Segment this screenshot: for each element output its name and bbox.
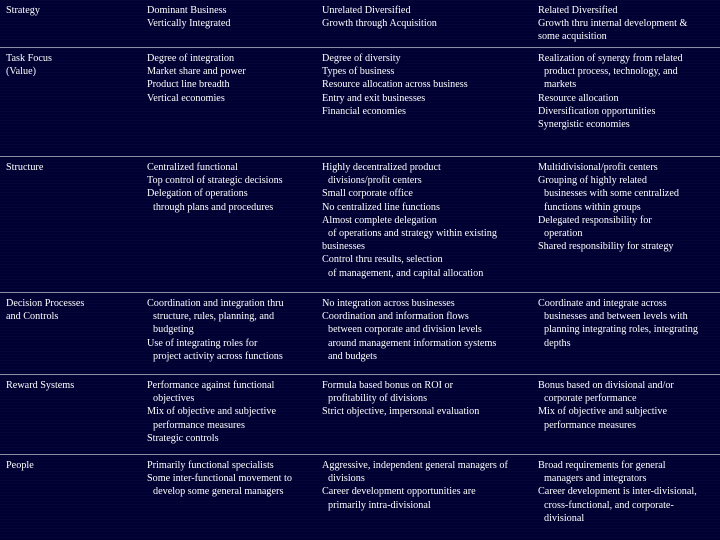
cell-text-line: Degree of integration [147, 53, 235, 64]
cell-unrelated-diversified [322, 161, 497, 280]
cell-text-line: profitability of divisions [328, 393, 428, 405]
cell-text-line: Broad requirements for general [538, 460, 666, 471]
cell-text-line: performance measures [544, 419, 636, 431]
cell-text-line: divisions [328, 473, 365, 485]
cell-related-diversified [538, 379, 674, 432]
cell-text-line: of operations and strategy within existing [328, 228, 497, 240]
cell-text-line: Degree of diversity [322, 53, 401, 64]
cell-text-line: objectives [153, 393, 195, 405]
cell-text-line: Financial economies [322, 105, 407, 117]
cell-text-line: Related Diversified [538, 5, 618, 16]
cell-text-line: Performance against functional [147, 380, 275, 391]
cell-text-line: Growth through Acquisition [322, 18, 437, 30]
cell-text-line: Small corporate office [322, 188, 413, 200]
cell-text-line: some acquisition [538, 31, 607, 43]
header-related-diversified [538, 4, 687, 44]
cell-dominant-business [147, 459, 292, 499]
cell-text-line: Shared responsibility for strategy [538, 241, 674, 253]
cell-text-line: Coordination and information flows [322, 311, 469, 323]
cell-dominant-business [147, 297, 284, 363]
cell-text-line: Task Focus [6, 53, 52, 64]
table-row-task-focus [0, 48, 720, 157]
cell-text-line: businesses [322, 241, 366, 253]
cell-text-line: markets [544, 79, 577, 91]
cell-text-line: and budgets [328, 350, 377, 362]
cell-unrelated-diversified [322, 52, 468, 118]
header-dominant-business [147, 4, 230, 30]
cell-text-line: businesses with some centralized [544, 188, 679, 200]
cell-dominant-business [147, 379, 276, 445]
cell-text-line: Mix of objective and subjective [538, 406, 668, 418]
cell-text-line: depths [544, 337, 571, 349]
row-label [6, 161, 43, 174]
cell-text-line: Dominant Business [147, 5, 227, 16]
cell-text-line: product process, technology, and [544, 66, 678, 78]
cell-text-line: Vertically Integrated [147, 18, 231, 30]
cell-text-line: Vertical economies [147, 92, 225, 104]
cell-text-line: Some inter-functional movement to [147, 473, 292, 485]
cell-text-line: Grouping of highly related [538, 175, 647, 187]
cell-dominant-business [147, 161, 283, 214]
cell-text-line: Growth thru internal development & [538, 18, 688, 30]
cell-text-line: No integration across businesses [322, 298, 455, 309]
cell-text-line: Realization of synergy from related [538, 53, 683, 64]
cell-text-line: Strict objective, impersonal evaluation [322, 406, 480, 418]
cell-text-line: businesses and between levels with [544, 311, 688, 323]
header-unrelated-diversified [322, 4, 437, 30]
cell-text-line: of management, and capital allocation [328, 267, 484, 279]
cell-text-line: Structure [6, 162, 44, 173]
cell-text-line: Market share and power [147, 66, 246, 78]
cell-text-line: Entry and exit businesses [322, 92, 426, 104]
cell-text-line: structure, rules, planning, and [153, 311, 275, 323]
cell-text-line: primarily intra-divisional [328, 499, 431, 511]
cell-text-line: functions within groups [544, 201, 641, 213]
cell-text-line: develop some general managers [153, 486, 284, 498]
cell-text-line: planning integrating roles, integrating [544, 324, 698, 336]
cell-text-line: Delegated responsibility for [538, 214, 652, 226]
cell-text-line: Centralized functional [147, 162, 238, 173]
cell-text-line: between corporate and division levels [328, 324, 482, 336]
cell-text-line: Use of integrating roles for [147, 337, 258, 349]
row-label [6, 297, 84, 323]
cell-text-line: Mix of objective and subjective [147, 406, 277, 418]
cell-text-line: and Controls [6, 311, 59, 323]
cell-related-diversified [538, 161, 679, 253]
cell-text-line: cross-functional, and corporate- [544, 499, 674, 511]
cell-text-line: through plans and procedures [153, 201, 274, 213]
cell-text-line: Synergistic economies [538, 119, 630, 131]
cell-unrelated-diversified [322, 459, 508, 512]
cell-text-line: Decision Processes [6, 298, 85, 309]
table-row-structure [0, 157, 720, 293]
cell-text-line: divisional [544, 512, 585, 524]
cell-text-line: Primarily functional specialists [147, 460, 274, 471]
table-row-reward-systems [0, 375, 720, 455]
cell-text-line: People [6, 460, 34, 471]
cell-text-line: corporate performance [544, 393, 637, 405]
row-label [6, 52, 52, 78]
cell-related-diversified [538, 297, 698, 350]
cell-text-line: project activity across functions [153, 350, 283, 362]
cell-text-line: divisions/profit centers [328, 175, 422, 187]
table-row-people [0, 455, 720, 540]
cell-dominant-business [147, 52, 246, 105]
header-label [6, 4, 40, 17]
row-label [6, 379, 74, 392]
cell-text-line: No centralized line functions [322, 201, 440, 213]
cell-text-line: (Value) [6, 66, 36, 78]
cell-text-line: Multidivisional/profit centers [538, 162, 658, 173]
cell-text-line: managers and integrators [544, 473, 647, 485]
cell-text-line: Career development is inter-divisional, [538, 486, 697, 498]
cell-related-diversified [538, 459, 697, 525]
cell-text-line: Delegation of operations [147, 188, 248, 200]
cell-text-line: Product line breadth [147, 79, 230, 91]
row-label [6, 459, 34, 472]
cell-text-line: Reward Systems [6, 380, 75, 391]
cell-text-line: Resource allocation across business [322, 79, 468, 91]
cell-related-diversified [538, 52, 683, 131]
cell-text-line: Diversification opportunities [538, 105, 656, 117]
cell-text-line: Strategic controls [147, 432, 219, 444]
cell-text-line: Control thru results, selection [322, 254, 443, 266]
cell-text-line: Career development opportunities are [322, 486, 476, 498]
cell-text-line: Strategy [6, 5, 40, 16]
cell-text-line: Aggressive, independent general managers of [322, 460, 508, 471]
cell-text-line: Top control of strategic decisions [147, 175, 283, 187]
cell-text-line: Bonus based on divisional and/or [538, 380, 674, 391]
table-row-decision-processes [0, 293, 720, 375]
cell-text-line: Highly decentralized product [322, 162, 441, 173]
cell-unrelated-diversified [322, 297, 496, 363]
cell-text-line: Resource allocation [538, 92, 619, 104]
cell-text-line: Formula based bonus on ROI or [322, 380, 454, 391]
cell-text-line: Coordination and integration thru [147, 298, 284, 309]
cell-text-line: budgeting [153, 324, 194, 336]
cell-text-line: Coordinate and integrate across [538, 298, 667, 309]
cell-text-line: performance measures [153, 419, 245, 431]
cell-text-line: around management information systems [328, 337, 497, 349]
cell-text-line: operation [544, 228, 583, 240]
cell-unrelated-diversified [322, 379, 479, 419]
cell-text-line: Types of business [322, 66, 395, 78]
table-header-row [0, 0, 720, 48]
cell-text-line: Unrelated Diversified [322, 5, 411, 16]
cell-text-line: Almost complete delegation [322, 214, 437, 226]
